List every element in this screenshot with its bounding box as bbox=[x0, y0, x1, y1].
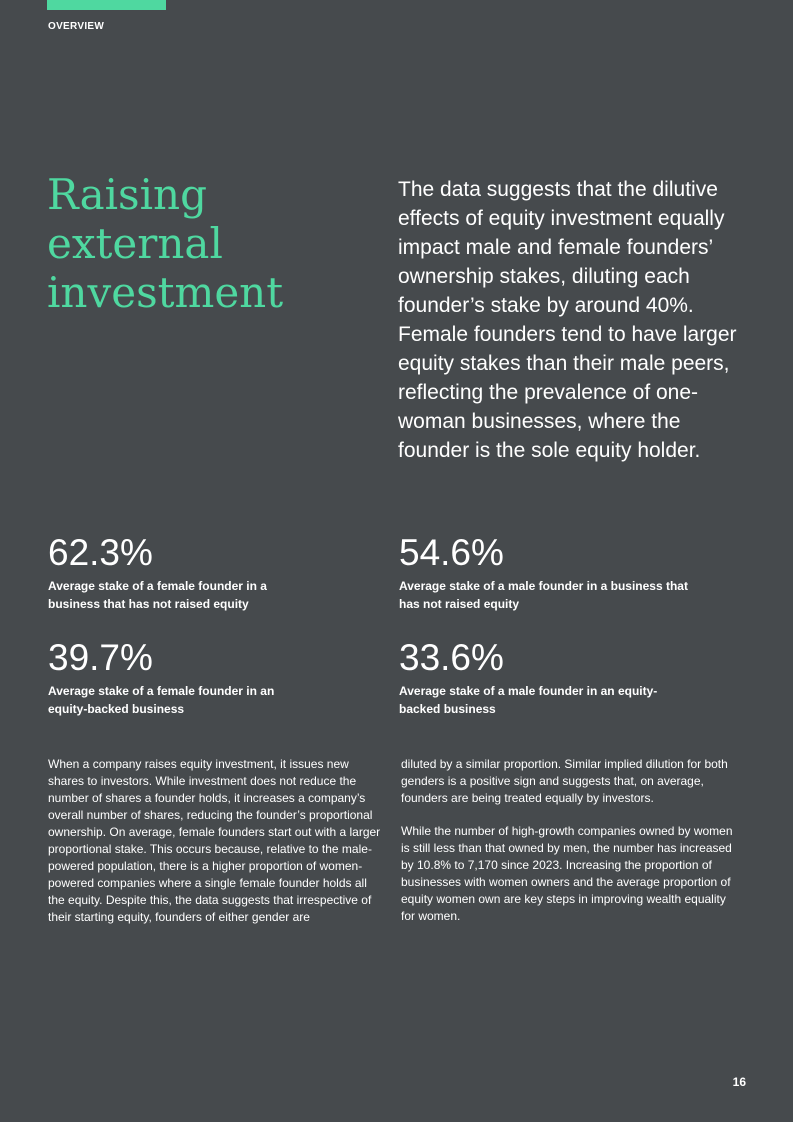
stat-label: Average stake of a female founder in an equity-backed business bbox=[48, 684, 275, 716]
stat-male-no-equity bbox=[399, 533, 719, 613]
stat-label: Average stake of a male founder in a business that has not raised equity bbox=[399, 579, 688, 611]
body-column-left bbox=[48, 756, 386, 942]
stat-value: 39.7% bbox=[48, 637, 153, 678]
stat-label: Average stake of a male founder in an equity-backed business bbox=[399, 684, 658, 716]
page-title: Raising external investment bbox=[47, 170, 284, 317]
intro-paragraph: The data suggests that the dilutive effects of equity investment equally impact male and female founders’ ownership stakes, diluting each founder’s stake by around 40%. Female founders tend to have larger equity stakes than their male peers, reflecting the prevalence of one-woman businesses, where the founder is the sole equity holder. bbox=[398, 178, 737, 462]
section-label: OVERVIEW bbox=[48, 21, 105, 32]
body-paragraph: When a company raises equity investment, it issues new shares to investors. While investment does not reduce the number of shares a founder holds, it increases a company’s overall number of shares, reducing the founder’s proportional ownership. On average, female founders start out with a larger proportional stake. This occurs because, relative to the male-powered population, there is a higher proportion of women-powered companies where a single female founder holds all the equity. Despite this, the data suggests that irrespective of their starting equity, founders of either gender are bbox=[48, 757, 381, 924]
body-paragraph: While the number of high-growth companies owned by women is still less than that owned by men, the number has increased by 10.8% to 7,170 since 2023. Increasing the proportion of businesses with women owners and the average proportion of equity women own are key steps in improving wealth equality for women. bbox=[401, 824, 733, 923]
stat-female-no-equity bbox=[48, 533, 368, 613]
body-column-right bbox=[401, 756, 743, 941]
accent-bar bbox=[47, 0, 166, 10]
stat-female-equity-backed bbox=[48, 638, 368, 718]
body-paragraph: diluted by a similar proportion. Similar implied dilution for both genders is a positive sign and suggests that, on average, founders are being treated equally by investors. bbox=[401, 757, 728, 805]
stat-label: Average stake of a female founder in a business that has not raised equity bbox=[48, 579, 267, 611]
stat-value: 54.6% bbox=[399, 532, 504, 573]
stat-male-equity-backed bbox=[399, 638, 719, 718]
stat-value: 62.3% bbox=[48, 532, 153, 573]
page-number: 16 bbox=[732, 1075, 746, 1089]
stat-value: 33.6% bbox=[399, 637, 504, 678]
